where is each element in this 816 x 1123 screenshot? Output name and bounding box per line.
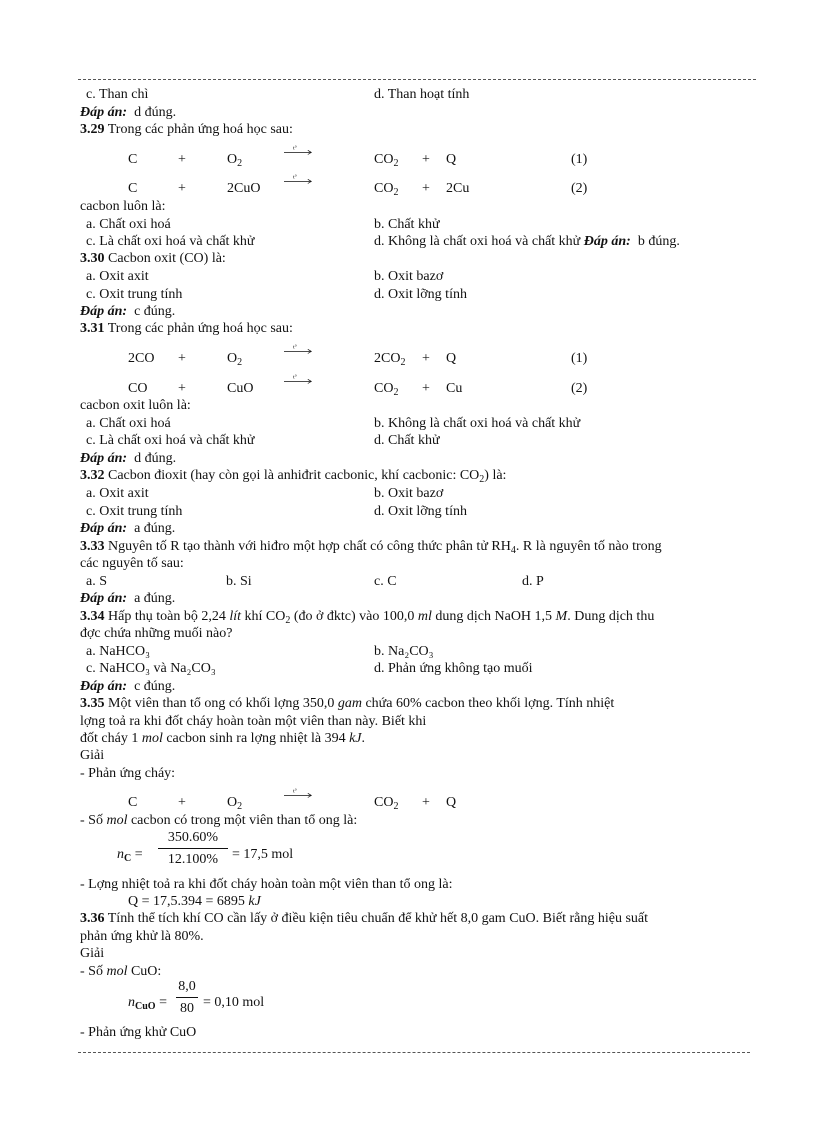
- heat-result: Q = 17,5.394 = 6895 kJ: [128, 894, 261, 909]
- question-3-36-line2: phản ứng khử là 80%.: [80, 929, 204, 944]
- option-b: b. Na₂CO₃: [374, 644, 434, 659]
- arrow-icon: [277, 787, 319, 801]
- mol-heading: - Số mol cacbon có trong một viên than tổ ong là:: [80, 813, 358, 828]
- burn-heading: - Phản ứng cháy:: [80, 766, 176, 781]
- question-3-33: 3.33 Nguyên tố R tạo thành với hiđro một hợp chất có công thức phân tử $RH_4$. R là nguyên tố nào trong: [80, 539, 662, 556]
- option-d: d. Than hoạt tính: [374, 87, 470, 102]
- bottom-rule: [78, 1052, 750, 1053]
- option-d: d. Oxit lỡng tính: [374, 287, 467, 302]
- option-c: c. C: [374, 574, 397, 589]
- fraction: 350.60% 12.100%: [158, 829, 228, 868]
- svg-text:t°: t°: [293, 344, 297, 351]
- answer-text: d đúng.: [134, 105, 177, 120]
- option-c: c. Oxit trung tính: [86, 504, 183, 519]
- svg-text:t°: t°: [293, 145, 297, 152]
- option-a: a. S: [86, 574, 107, 589]
- answer-line: Đáp án: c đúng.: [80, 679, 176, 694]
- svg-text:t°: t°: [293, 788, 297, 795]
- question-3-31: 3.31 Trong các phản ứng hoá học sau:: [80, 321, 293, 336]
- option-d: d. Chất khử: [374, 433, 440, 448]
- option-d: d. P: [522, 574, 544, 589]
- option-c: c. Là chất oxi hoá và chất khử: [86, 234, 255, 249]
- question-3-35-line2: lợng toả ra khi đốt cháy hoàn toàn một viên than này. Biết khi: [80, 714, 427, 729]
- option-c: c. Than chì: [86, 87, 149, 102]
- option-b: b. Không là chất oxi hoá và chất khử: [374, 416, 581, 431]
- option-d: d. Phản ứng không tạo muối: [374, 661, 533, 676]
- question-3-30: 3.30 Cacbon oxit (CO) là:: [80, 251, 226, 266]
- arrow-icon: [277, 173, 319, 187]
- option-a: a. Oxit axit: [86, 269, 149, 284]
- option-a: a. Chất oxi hoá: [86, 217, 171, 232]
- solution-heading: Giải: [80, 748, 105, 763]
- option-d: d. Không là chất oxi hoá và chất khử Đáp án: b đúng.: [374, 234, 680, 249]
- question-3-32: 3.32 Cacbon đioxit (hay còn gọi là anhiđrit cacbonic, khí cacbonic: $CO_2$) là:: [80, 468, 507, 485]
- top-rule: [78, 79, 756, 80]
- option-a: a. Oxit axit: [86, 486, 149, 501]
- option-b: b. Chất khử: [374, 217, 440, 232]
- stem-3-31: cacbon oxit luôn là:: [80, 398, 191, 413]
- solution-heading: Giải: [80, 946, 105, 961]
- arrow-icon: [277, 343, 319, 357]
- answer-line: Đáp án: c đúng.: [80, 304, 176, 319]
- svg-text:t°: t°: [293, 374, 297, 381]
- heat-heading: - Lợng nhiệt toả ra khi đốt cháy hoàn toàn một viên than tổ ong là:: [80, 877, 453, 892]
- stem-3-29: cacbon luôn là:: [80, 199, 166, 214]
- answer-line: Đáp án: d đúng.: [80, 451, 177, 466]
- question-3-34-line2: đợc chứa những muối nào?: [80, 626, 233, 641]
- question-3-29: 3.29 Trong các phản ứng hoá học sau:: [80, 122, 293, 137]
- fraction: 8,0 80: [176, 978, 198, 1017]
- option-c: c. Oxit trung tính: [86, 287, 183, 302]
- reduction-heading: - Phản ứng khử CuO: [80, 1025, 197, 1040]
- option-d: d. Oxit lỡng tính: [374, 504, 467, 519]
- svg-text:t°: t°: [293, 174, 297, 181]
- option-b: b. Oxit bazơ: [374, 269, 444, 284]
- option-a: a. Chất oxi hoá: [86, 416, 171, 431]
- option-c: c. Là chất oxi hoá và chất khử: [86, 433, 255, 448]
- answer-label: Đáp án: [80, 105, 123, 120]
- question-3-35-line3: đốt cháy 1 mol cacbon sinh ra lợng nhiệt là 394 kJ.: [80, 731, 366, 746]
- answer-line: Đáp án: a đúng.: [80, 591, 176, 606]
- question-3-35: 3.35 Một viên than tổ ong có khối lợng 350,0 gam chứa 60% cacbon theo khối lợng. Tính nhiệt: [80, 696, 615, 711]
- option-a: a. NaHCO₃: [86, 644, 150, 659]
- answer-line: Đáp án: d đúng.: [80, 105, 177, 120]
- option-c: c. NaHCO₃ và Na₂CO₃: [86, 661, 216, 676]
- question-3-36: 3.36 Tính thể tích khí CO cần lấy ở điều kiện tiêu chuẩn để khử hết 8,0 gam CuO. Biết rằng hiệu suất: [80, 911, 649, 926]
- question-3-34: 3.34 Hấp thụ toàn bộ 2,24 lít khí $CO_2$ (đo ở đktc) vào 100,0 ml dung dịch NaOH 1,5 M. Dung dịch thu: [80, 609, 655, 626]
- option-b: b. Si: [226, 574, 252, 589]
- answer-line: Đáp án: a đúng.: [80, 521, 176, 536]
- mol-heading: - Số mol CuO:: [80, 964, 162, 979]
- arrow-icon: [277, 144, 319, 158]
- question-3-33-line2: các nguyên tố sau:: [80, 556, 184, 571]
- option-b: b. Oxit bazơ: [374, 486, 444, 501]
- arrow-icon: [277, 373, 319, 387]
